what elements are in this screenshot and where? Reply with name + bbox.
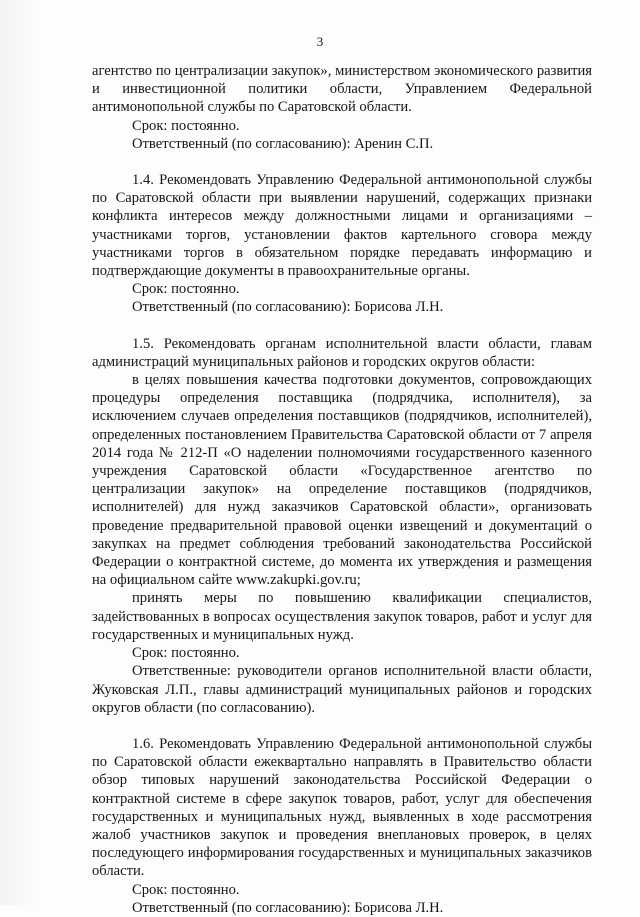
spacer — [92, 717, 592, 735]
clause-1-5-item-training: принять меры по повышению квалификации специалистов, задействованных в вопросах осуществления закупок товаров, работ и услуг для государственных и муниципальных нужд. — [92, 590, 592, 643]
clause-1-5: 1.5. Рекомендовать органам исполнительной власти области, главам администраций муниципальных районов и городских округов области: — [92, 335, 592, 370]
responsible-line: Ответственный (по согласованию): Борисова Л.Н. — [132, 899, 444, 916]
clause-1-5-item-quality: в целях повышения качества подготовки документов, сопровождающих процедуры определения поставщика (подрядчика, исполнителя), за исключением случаев определения поставщиков (подрядчиков, исполнителей), определенных постановлением Правительства Саратовской области от 7 апреля 2014 года № 212-П «О наделении полномочиями государственного казенного учреждения Саратовской области «Государственное агентство по централизации закупок» на определение поставщиков (подрядчиков, исполнителей) для нужд заказчиков Саратовской области», организовать проведение предварительной правовой оценки извещений и документаций о закупках на предмет соблюдения требований законодательства Российской Федерации о контрактной системе, до момента их утверждения и размещения на официальном сайте www.zakupki.gov.ru; — [92, 372, 592, 589]
scan-edge-shadow — [0, 0, 40, 905]
responsible-line: Ответственный (по согласованию): Аренин С.П. — [132, 135, 434, 152]
deadline-line: Срок: постоянно. — [132, 117, 240, 134]
deadline-line: Срок: постоянно. — [132, 281, 240, 298]
clause-1-4: 1.4. Рекомендовать Управлению Федеральной антимонопольной службы по Саратовской области при выявлении нарушений, содержащих признаки конфликта интересов между должностными лицами и организациями – участниками торгов, установлении фактов картельного сговора между участниками торгов в обязательном порядке передавать информацию и подтверждающие документы в правоохранительные органы. — [92, 172, 592, 280]
spacer — [92, 317, 592, 335]
deadline-line: Срок: постоянно. — [132, 881, 240, 898]
page-number: 3 — [316, 34, 324, 49]
paragraph: агентство по централизации закупок», министерством экономического развития и инвестиционной политики области, Управлением Федеральной антимонопольной службы по Саратовской области. — [92, 63, 592, 116]
clause-1-6: 1.6. Рекомендовать Управлению Федеральной антимонопольной службы по Саратовской области ежеквартально направлять в Правительство области обзор типовых нарушений законодательства Российской Федерации о контрактной системе в сфере закупок товаров, работ, услуг для обеспечения государственных и муниципальных нужд, выявленных в ходе рассмотрения жалоб участников закупок и проведения внеплановых проверок, в целях последующего информирования государственных и муниципальных заказчиков области. — [92, 735, 592, 880]
deadline-line: Срок: постоянно. — [132, 645, 240, 662]
responsible-line: Ответственные: руководители органов исполнительной власти области, Жуковская Л.П., главы администраций муниципальных районов и городских округов области (по согласованию). — [92, 663, 592, 716]
responsible-line: Ответственный (по согласованию): Борисова Л.Н. — [132, 299, 444, 316]
spacer — [92, 153, 592, 171]
document-body — [92, 62, 592, 917]
